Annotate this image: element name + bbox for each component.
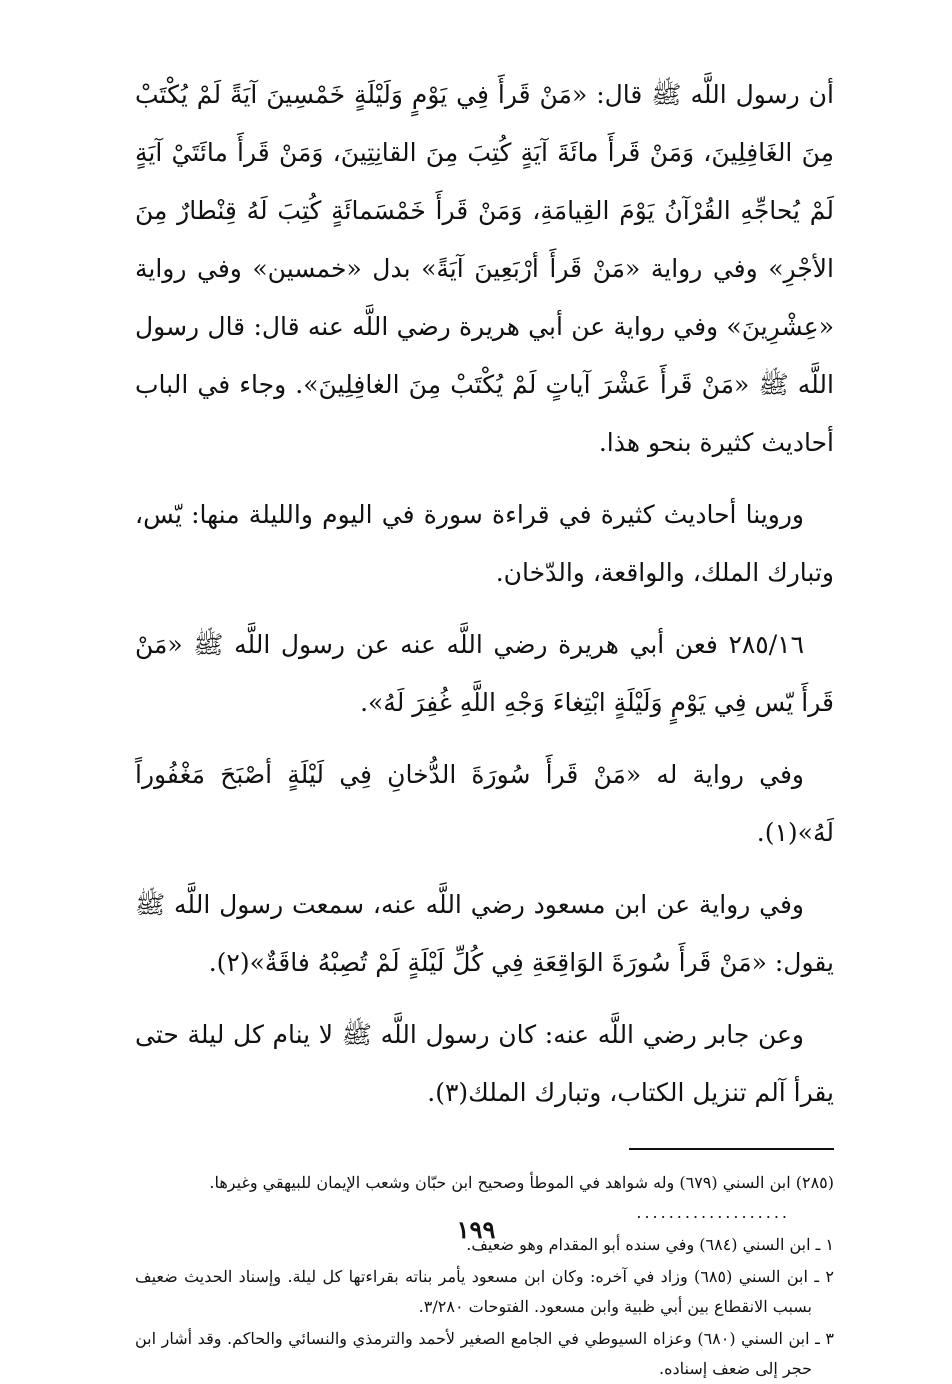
source-note: (٢٨٥) ابن السني (٦٧٩) وله شواهد في الموطأ وصحيح ابن حبّان وشعب الإيمان للبيهقي وغيرها. xyxy=(209,1173,834,1192)
footnote-1: ١ ـ ابن السني (٦٨٤) وفي سنده أبو المقدام وهو ضعيف. xyxy=(466,1235,834,1254)
footnote-separator: ................... xyxy=(636,1203,790,1222)
footnote-2: ٢ ـ ابن السني (٦٨٥) وزاد في آخره: وكان ابن مسعود يأمر بناته بقراءتها كل ليلة. وإسناد الحديث ضعيف بسبب الانقطاع بين أبي ظبية وابن مسعود. الفتوحات ٣/٢٨٠. xyxy=(135,1267,835,1316)
hadith-paragraph-5: وفي رواية عن ابن مسعود رضي اللَّه عنه، سمعت رسول اللَّه ﷺ يقول: «مَنْ قَرأَ سُورَةَ الوَاقِعَةِ فِي كُلِّ لَيْلَةٍ لَمْ تُصِبْهُ فاقَةٌ»(٢). xyxy=(135,890,834,977)
page-number: ١٩٩ xyxy=(456,1215,496,1244)
footnote-divider xyxy=(629,1148,834,1150)
hadith-paragraph-2: وروينا أحاديث كثيرة في قراءة سورة في اليوم والليلة منها: يّس، وتبارك الملك، والواقعة، والدّخان. xyxy=(135,500,834,587)
footnote-3: ٣ ـ ابن السني (٦٨٠) وعزاه السيوطي في الجامع الصغير لأحمد والترمذي والنسائي والحاكم. وقد أشار ابن حجر إلى ضعف إسناده. xyxy=(135,1329,834,1378)
main-text xyxy=(135,66,834,1122)
hadith-paragraph-6: وعن جابر رضي اللَّه عنه: كان رسول اللَّه ﷺ لا ينام كل ليلة حتى يقرأ آلم تنزيل الكتاب، وتبارك الملك(٣). xyxy=(135,1020,834,1107)
footnotes xyxy=(135,1168,834,1384)
hadith-paragraph-4: وفي رواية له «مَنْ قَرأَ سُورَةَ الدُّخانِ فِي لَيْلَةٍ أصْبَحَ مَغْفُوراً لَهُ»(١). xyxy=(135,760,834,847)
hadith-paragraph-1: أن رسول اللَّه ﷺ قال: «مَنْ قَرأَ فِي يَوْمٍ وَلَيْلَةٍ خَمْسِينَ آيَةً لَمْ يُكْتَبْ مِنَ الغَافِلِينَ، وَمَنْ قَرأَ مائَةَ آيَةٍ كُتِبَ مِنَ القانِتِينَ، وَمَنْ قَرأَ مائَتَيْ آيَةٍ لَمْ يُحاجِّهِ القُرْآنُ يَوْمَ القِيامَةِ، وَمَنْ قَرأَ خَمْسَمائَةٍ كُتِبَ لَهُ قِنْطارٌ مِنَ الأجْرِ» وفي رواية «مَنْ قَرأَ أرْبَعِينَ آيَةً» بدل «خمسين» وفي رواية «عِشْرِينَ» وفي رواية عن أبي هريرة رضي اللَّه عنه قال: قال رسول اللَّه ﷺ «مَنْ قَرأَ عَشْرَ آياتٍ لَمْ يُكْتَبْ مِنَ الغافِلِينَ». وجاء في الباب أحاديث كثيرة بنحو هذا. xyxy=(135,80,834,457)
book-page xyxy=(135,66,835,1378)
hadith-paragraph-3: ٢٨٥/١٦ فعن أبي هريرة رضي اللَّه عنه عن رسول اللَّه ﷺ «مَنْ قَرأَ يّس فِي يَوْمٍ وَلَيْلَةٍ ابْتِغاءَ وَجْهِ اللَّهِ غُفِرَ لَهُ». xyxy=(135,630,834,717)
